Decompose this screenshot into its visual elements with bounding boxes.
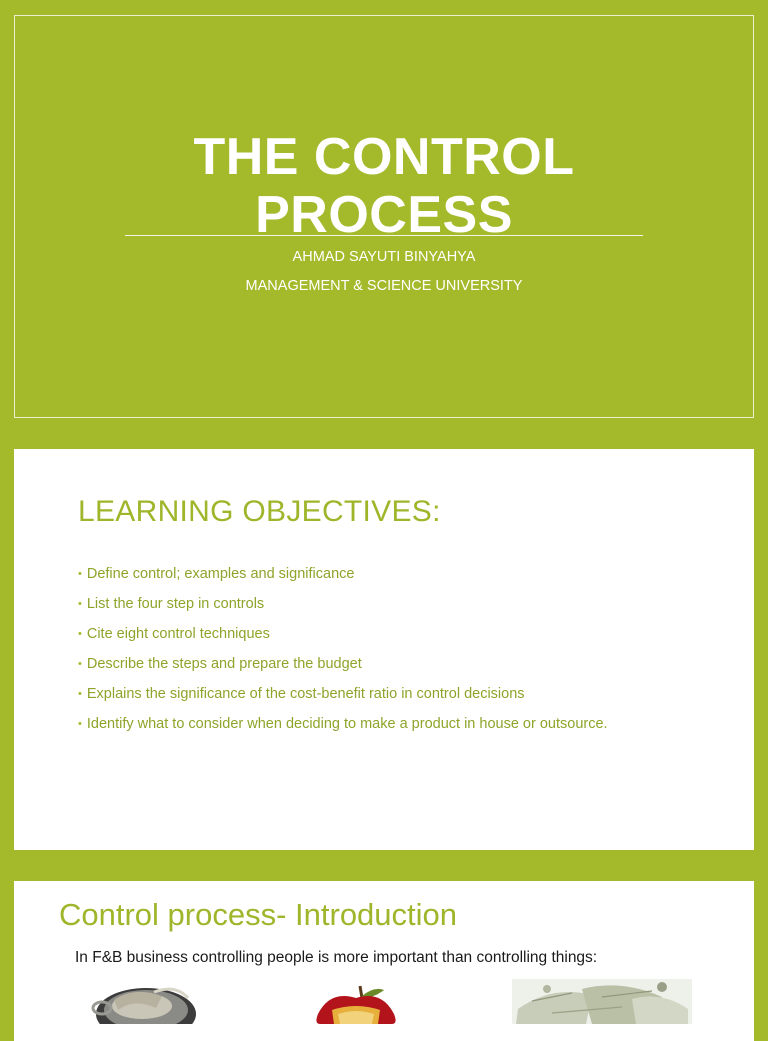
intro-heading: Control process- Introduction (59, 897, 458, 932)
title-line-2: PROCESS (255, 186, 513, 244)
money-image (512, 979, 692, 1024)
objective-text: List the four step in controls (86, 596, 265, 612)
bullet-icon: • (78, 718, 82, 730)
apple-image (310, 984, 402, 1024)
can-image (84, 984, 202, 1024)
title-divider (125, 235, 643, 236)
intro-slide (14, 881, 754, 1041)
list-item (78, 562, 608, 592)
list-item (78, 592, 608, 622)
objectives-slide (14, 449, 754, 850)
bullet-icon: • (78, 568, 82, 580)
list-item (78, 712, 608, 742)
bullet-icon: • (78, 598, 82, 610)
objective-text: Explains the significance of the cost-benefit ratio in control decisions (86, 686, 525, 702)
objective-text: Identify what to consider when deciding to make a product in house or outsource. (86, 716, 608, 732)
bullet-icon: • (78, 688, 82, 700)
author-name: AHMAD SAYUTI BINYAHYA (292, 249, 476, 265)
bullet-icon: • (78, 628, 82, 640)
list-item (78, 682, 608, 712)
title-slide (14, 15, 754, 418)
objective-text: Define control; examples and significance (86, 566, 355, 582)
objective-text: Cite eight control techniques (86, 626, 270, 642)
list-item (78, 622, 608, 652)
bullet-icon: • (78, 658, 82, 670)
objective-text: Describe the steps and prepare the budget (86, 656, 362, 672)
intro-text: In F&B business controlling people is more important than controlling things: (75, 949, 598, 966)
objectives-heading: LEARNING OBJECTIVES: (78, 495, 441, 528)
institution-name: MANAGEMENT & SCIENCE UNIVERSITY (245, 278, 523, 294)
title-line-1: THE CONTROL (193, 128, 575, 186)
objectives-list (78, 562, 608, 742)
slide-title (15, 128, 753, 244)
list-item (78, 652, 608, 682)
